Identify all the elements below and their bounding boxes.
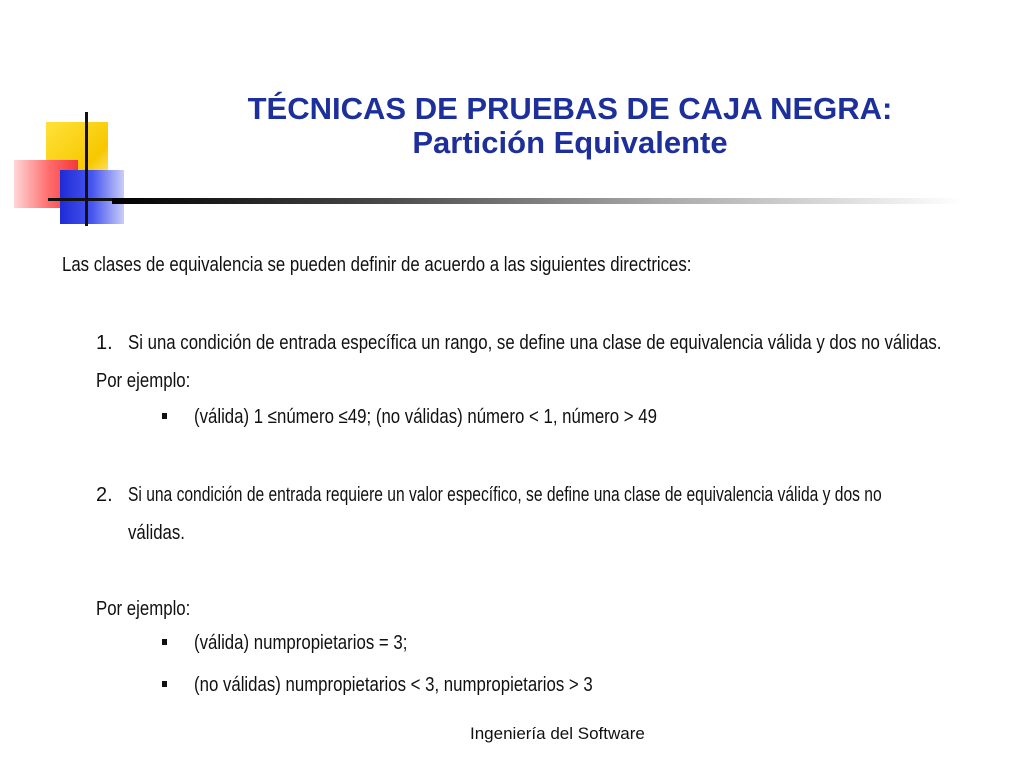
bullet-text: (no válidas) numpropietarios < 3, numpropietarios > 3: [194, 674, 593, 696]
item-text-line1: Si una condición de entrada requiere un valor específico, se define una clase de equivalencia válida y dos no: [128, 484, 882, 506]
slide-title-line1: TÉCNICAS DE PRUEBAS DE CAJA NEGRA:: [247, 91, 893, 126]
logo-vertical-line: [85, 112, 88, 226]
intro-text: Las clases de equivalencia se pueden definir de acuerdo a las siguientes directrices:: [62, 254, 692, 276]
example-label-1: Por ejemplo:: [96, 370, 191, 392]
slide-logo-decoration: [0, 100, 160, 230]
logo-blue-square: [60, 170, 124, 224]
bullet-text: (válida) 1 ≤número ≤49; (no válidas) número < 1, número > 49: [194, 406, 657, 428]
bullet-square-icon: [162, 413, 167, 419]
item-text-line2: válidas.: [128, 522, 185, 544]
item-number: 2.: [96, 484, 113, 506]
example-label-2: Por ejemplo:: [96, 598, 191, 620]
item-number: 1.: [96, 332, 113, 354]
slide-title: [140, 92, 1000, 160]
bullet-square-icon: [162, 639, 167, 645]
bullet-square-icon: [162, 681, 167, 687]
slide-title-line2: Partición Equivalente: [412, 125, 728, 160]
title-underline-rule: [112, 198, 962, 204]
slide-footer: Ingeniería del Software: [470, 724, 645, 743]
bullet-text: (válida) numpropietarios = 3;: [194, 632, 408, 654]
item-text-line1: Si una condición de entrada específica un rango, se define una clase de equivalencia válida y dos no válidas.: [128, 332, 942, 354]
